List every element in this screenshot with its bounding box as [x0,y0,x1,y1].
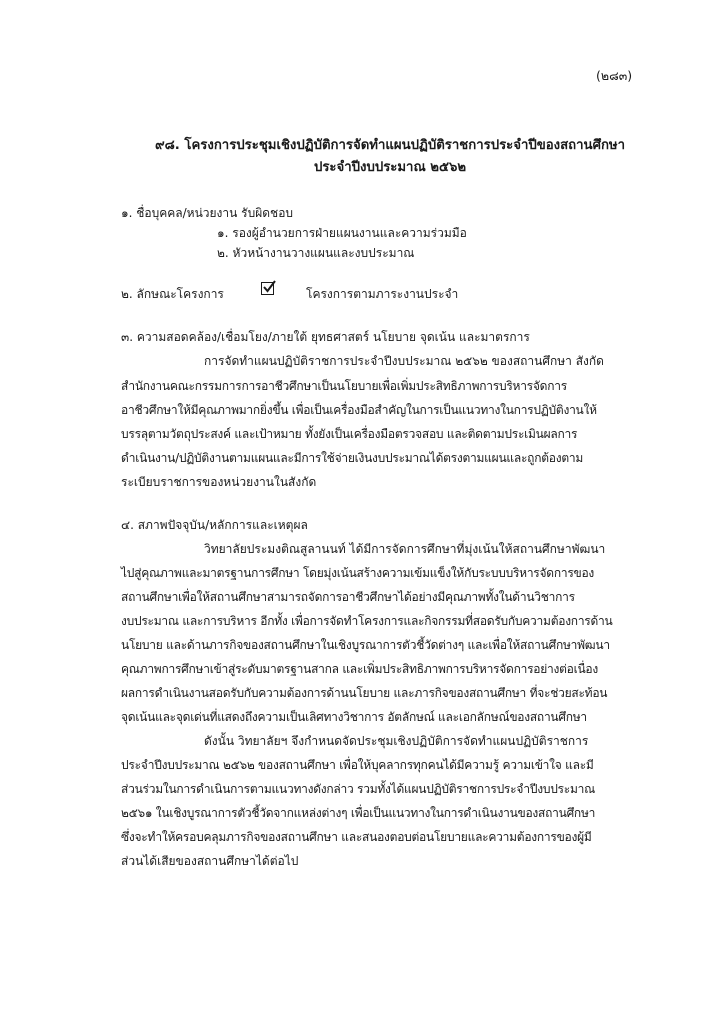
section3-heading: ๓. ความสอดคล้อง/เชื่อมโยง/ภายใต้ ยุทธศาสตร์ นโยบาย จุดเน้น และมาตรการ [121,330,530,344]
section4-para2-line-3: ส่วนร่วมในการดำเนินการตามแนวทางดังกล่าว รวมทั้งได้แผนปฏิบัติราชการประจำปีงบประมาณ [121,782,595,796]
section3-line-3: อาชีวศึกษาให้มีคุณภาพมากยิ่งขึ้น เพื่อเป็นเครื่องมือสำคัญในการเป็นแนวทางในการปฏิบัติงานให้ [121,403,597,417]
section2-heading: ๒. ลักษณะโครงการ [121,287,224,301]
section2-checked-label: โครงการตามภาระงานประจำ [306,287,459,301]
title-line-2: ประจำปีงบประมาณ ๒๕๖๒ [313,160,467,175]
checkbox-checked-icon [261,282,274,295]
section3-line-5: ดำเนินงาน/ปฏิบัติงานตามแผนและมีการใช้จ่ายเงินงบประมาณได้ตรงตามแผนและถูกต้องตาม [121,451,584,465]
section4-para2-line-2: ประจำปีงบประมาณ ๒๕๖๒ ของสถานศึกษา เพื่อให้บุคลากรทุกคนได้มีความรู้ ความเข้าใจ และมี [121,758,594,772]
section4-para1-line-3: สถานศึกษาเพื่อให้สถานศึกษาสามารถจัดการอาชีวศึกษาได้อย่างมีคุณภาพทั้งในด้านวิชาการ [121,590,575,604]
section4-para2-line-1: ดังนั้น วิทยาลัยฯ จึงกำหนดจัดประชุมเชิงปฏิบัติการจัดทำแผนปฏิบัติราชการ [204,734,589,748]
section4-para1-line-8: จุดเน้นและจุดเด่นที่แสดงถึงความเป็นเลิศทางวิชาการ อัตลักษณ์ และเอกลักษณ์ของสถานศึกษา [121,710,587,724]
title-line-1: ๙๘. โครงการประชุมเชิงปฏิบัติการจัดทำแผนปฏิบัติราชการประจำปีของสถานศึกษา [154,138,626,153]
section4-para1-line-1: วิทยาลัยประมงติณสูลานนท์ ได้มีการจัดการศึกษาที่มุ่งเน้นให้สถานศึกษาพัฒนา [204,542,606,556]
section3-line-6: ระเบียบราชการของหน่วยงานในสังกัด [121,475,317,489]
section4-para1-line-4: งบประมาณ และการบริหาร อีกทั้ง เพื่อการจัดทำโครงการและกิจกรรมที่สอดรับกับความต้องการด้าน [121,614,613,628]
section1-item-1: ๑. รองผู้อำนวยการฝ่ายแผนงานและความร่วมมือ [217,226,467,240]
section4-para1-line-5: นโยบาย และด้านภารกิจของสถานศึกษาในเชิงบูรณาการตัวชี้วัดต่างๆ และเพื่อให้สถานศึกษาพัฒนา [121,638,610,652]
section4-para1-line-6: คุณภาพการศึกษาเข้าสู่ระดับมาตรฐานสากล และเพิ่มประสิทธิภาพการบริหารจัดการอย่างต่อเนื่อง [121,662,598,676]
section3-line-1: การจัดทำแผนปฏิบัติราชการประจำปีงบประมาณ ๒๕๖๒ ของสถานศึกษา สังกัด [204,354,604,368]
section4-para1-line-7: ผลการดำเนินงานสอดรับกับความต้องการด้านนโยบาย และภารกิจของสถานศึกษา ที่จะช่วยสะท้อน [121,686,608,700]
section4-para2-line-5: ซึ่งจะทำให้ครอบคลุมภารกิจของสถานศึกษา และสนองตอบต่อนโยบายและความต้องการของผู้มี [121,830,592,844]
section4-para2-line-4: ๒๕๖๑ ในเชิงบูรณาการตัวชี้วัดจากแหล่งต่างๆ เพื่อเป็นแนวทางในการดำเนินงานของสถานศึกษา [121,806,596,820]
section1-heading: ๑. ชื่อบุคคล/หน่วยงาน รับผิดชอบ [121,206,294,220]
page-number: (๒๘๓) [596,68,633,83]
section4-heading: ๔. สภาพปัจจุบัน/หลักการและเหตุผล [121,518,308,532]
section3-line-4: บรรลุตามวัตถุประสงค์ และเป้าหมาย ทั้งยังเป็นเครื่องมือตรวจสอบ และติดตามประเมินผลการ [121,427,578,441]
section4-para2-line-6: ส่วนได้เสียของสถานศึกษาได้ต่อไป [121,854,299,868]
section4-para1-line-2: ไปสู่คุณภาพและมาตรฐานการศึกษา โดยมุ่งเน้นสร้างความเข้มแข็งให้กับระบบบริหารจัดการของ [121,566,595,580]
section3-line-2: สำนักงานคณะกรรมการการอาชีวศึกษาเป็นนโยบายเพื่อเพิ่มประสิทธิภาพการบริหารจัดการ [121,379,567,393]
section1-item-2: ๒. หัวหน้างานวางแผนและงบประมาณ [217,246,415,260]
